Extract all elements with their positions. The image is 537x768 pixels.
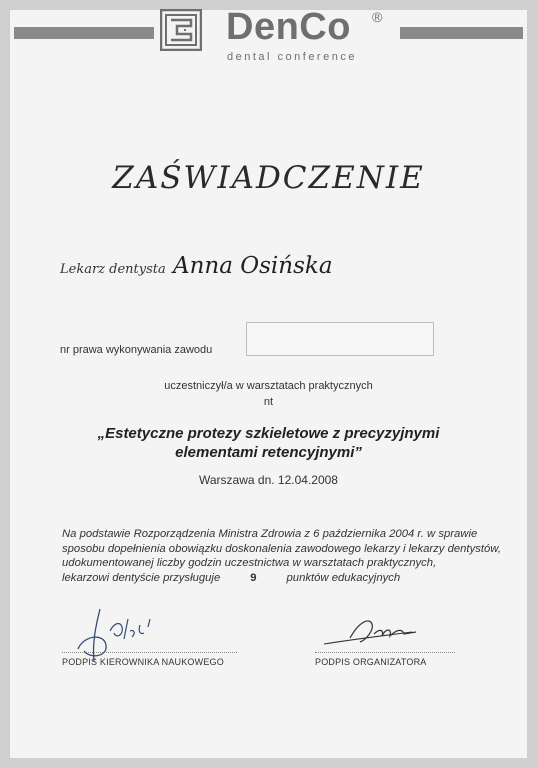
topic-prefix: nt xyxy=(263,396,274,408)
legal-line-2: sposobu dopełnienia obowiązku doskonalenia zawodowego lekarzy i lekarzy dentystów, xyxy=(62,542,501,555)
legal-basis-text xyxy=(62,527,512,585)
organizer-signature-label: PODPIS ORGANIZATORA xyxy=(315,657,427,667)
doctor-label: Lekarz dentysta xyxy=(60,262,166,277)
scientific-director-signature-label: PODPIS KIEROWNIKA NAUKOWEGO xyxy=(62,657,224,667)
registered-mark: ® xyxy=(372,9,383,25)
logo-brand-text: DenCo xyxy=(226,6,351,48)
participation-text: uczestniczył/a w warsztatach praktycznych xyxy=(164,380,373,392)
legal-line-4 xyxy=(62,571,512,586)
legal-line-1: Na podstawie Rozporządzenia Ministra Zdrowia z 6 października 2004 r. w sprawie xyxy=(62,528,478,540)
course-title-line-1: „Estetyczne protezy szkieletowe z precyzyjnymi xyxy=(97,425,440,442)
scientific-director-signature-icon xyxy=(70,605,180,665)
course-title xyxy=(0,424,537,462)
logo-subtitle: dental conference xyxy=(227,51,357,63)
issue-date: Warszawa dn. 12.04.2008 xyxy=(199,473,338,487)
signature-line-left xyxy=(62,652,237,653)
organizer-signature-icon xyxy=(320,610,440,655)
course-title-line-2: elementami retencyjnymi” xyxy=(175,444,362,461)
header-band-right xyxy=(400,27,523,39)
points-suffix: punktów edukacyjnych xyxy=(286,571,401,584)
license-number-label: nr prawa wykonywania zawodu xyxy=(60,344,213,356)
certificate-title: ZAŚWIADCZENIE xyxy=(112,160,425,196)
education-points-value: 9 xyxy=(250,571,257,584)
signature-line-right xyxy=(315,652,455,653)
denco-logo-mark-icon xyxy=(160,9,202,51)
doctor-name: Anna Osińska xyxy=(173,253,333,279)
header-band-left xyxy=(14,27,154,39)
license-number-field xyxy=(246,322,434,356)
legal-line-3: udokumentowanej liczby godzin uczestnictwa w warsztatach praktycznych, xyxy=(62,557,437,569)
points-prefix: lekarzowi dentyście przysługuje xyxy=(62,571,221,584)
denco-logo xyxy=(160,6,400,66)
